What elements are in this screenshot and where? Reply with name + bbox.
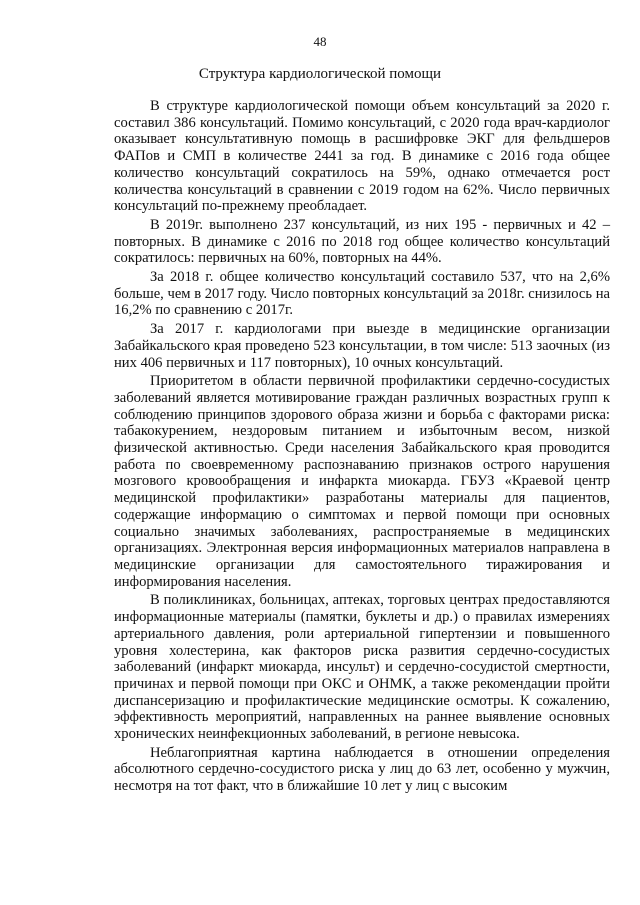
page-number: 48 xyxy=(313,34,327,49)
paragraph: В 2019г. выполнено 237 консультаций, из них 195 - первичных и 42 – повторных. В динамике с 2016 по 2018 год общее количество консультаций сократилось: первичных на 60%, повторных на 44%. xyxy=(114,216,610,267)
paragraph: В структуре кардиологической помощи объем консультаций за 2020 г. составил 386 консультаций. Помимо консультаций, с 2020 года врач-кардиолог оказывает консультативную помощь в расшифровке ЭКГ для фельдшеров ФАПов и СМП в количестве 2441 за год. В динамике с 2016 года общее количество консультаций сократилось на 59%, однако отмечается рост количества консультаций в сравнении с 2019 годом на 62%. Число первичных консультаций по-прежнему преобладает. xyxy=(114,98,610,215)
paragraph: За 2017 г. кардиологами при выезде в медицинские организации Забайкальского края проведено 523 консультации, в том числе: 513 заочных (из них 406 первичных и 117 повторных), 10 очных консультаций. xyxy=(114,321,610,371)
document-body xyxy=(114,98,610,797)
paragraph: В поликлиниках, больницах, аптеках, торговых центрах предоставляются информационные материалы (памятки, буклеты и др.) о правилах измерениях артериального давления, роли артериальной гипертензии и повышенного уровня холестерина, как факторов риска развития сердечно-сосудистых заболеваний (инфаркт миокарда, инсульт) и сердечно-сосудистой смертности, причинах и первой помощи при ОКС и ОНМК, а также рекомендации пройти диспансеризацию и профилактические медицинские осмотры. К сожалению, эффективность мероприятий, направленных на раннее выявление основных хронических неинфекционных заболеваний, в регионе невысока. xyxy=(114,592,610,743)
paragraph: За 2018 г. общее количество консультаций составило 537, что на 2,6% больше, чем в 2017 году. Число повторных консультаций за 2018г. снизилось на 16,2% по сравнению с 2017г. xyxy=(114,269,610,319)
paragraph: Неблагоприятная картина наблюдается в отношении определения абсолютного сердечно-сосудистого риска у лиц до 63 лет, особенно у мужчин, несмотря на тот факт, что в ближайшие 10 лет у лиц с высоким xyxy=(114,744,610,795)
paragraph: Приоритетом в области первичной профилактики сердечно-сосудистых заболеваний является мотивирование граждан различных возрастных групп к соблюдению принципов здорового образа жизни и борьба с факторами риска: табакокурением, нездоровым питанием и избыточным весом, низкой физической активностью. Среди населения Забайкальского края проводится работа по своевременному распознаванию признаков острого нарушения мозгового кровообращения и инфаркта миокарда. ГБУЗ «Краевой центр медицинской профилактики» разработаны материалы для пациентов, содержащие информацию о симптомах и первой помощи при основных социально значимых заболеваниях, распространяемые в медицинских организациях. Электронная версия информационных материалов направлена в медицинские организации для самостоятельного тиражирования и информирования населения. xyxy=(114,373,610,590)
section-heading: Структура кардиологической помощи xyxy=(198,66,442,82)
